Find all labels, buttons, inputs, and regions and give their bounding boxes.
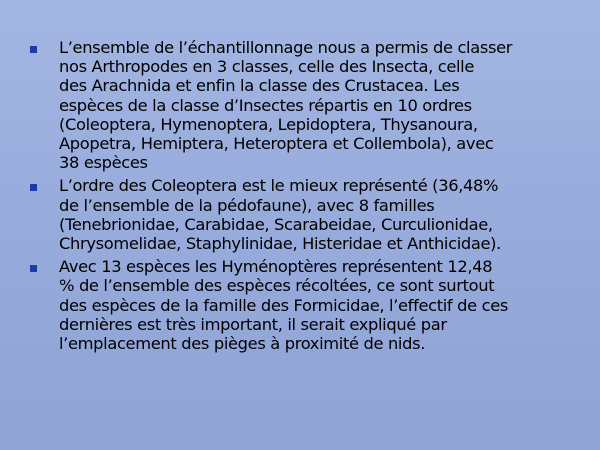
bullet-item-classes bbox=[30, 38, 570, 172]
bullet-text: Avec 13 espèces les Hyménoptères représentent 12,48 % de l’ensemble des espèces récoltées, ce sont surtout des espèces de la famille des Formicidae, l’effectif de ces dernières est très important, il serait expliqué par l’emplacement des pièges à proximité de nids. bbox=[59, 257, 509, 354]
square-bullet-icon bbox=[30, 184, 37, 191]
bullet-text: L’ensemble de l’échantillonnage nous a permis de classer nos Arthropodes en 3 classes, celle des Insecta, celle des Arachnida et enfin la classe des Crustacea. Les espèces de la classe d’Insectes répartis en 10 ordres (Coleoptera, Hymenoptera, Lepidoptera, Thysanoura, Apopetra, Hemiptera, Heteroptera et Collembola), avec 38 espèces bbox=[59, 38, 513, 173]
square-bullet-icon bbox=[30, 46, 37, 53]
bullet-list bbox=[30, 38, 570, 357]
bullet-item-hymenopteres bbox=[30, 257, 570, 353]
bullet-item-coleoptera bbox=[30, 176, 570, 253]
square-bullet-icon bbox=[30, 265, 37, 272]
bullet-text: L’ordre des Coleoptera est le mieux représenté (36,48% de l’ensemble de la pédofaune), avec 8 familles (Tenebrionidae, Carabidae, Scarabeidae, Curculionidae, Chrysomelidae, Staphylinidae, Histeridae et Anthicidae). bbox=[59, 176, 501, 254]
